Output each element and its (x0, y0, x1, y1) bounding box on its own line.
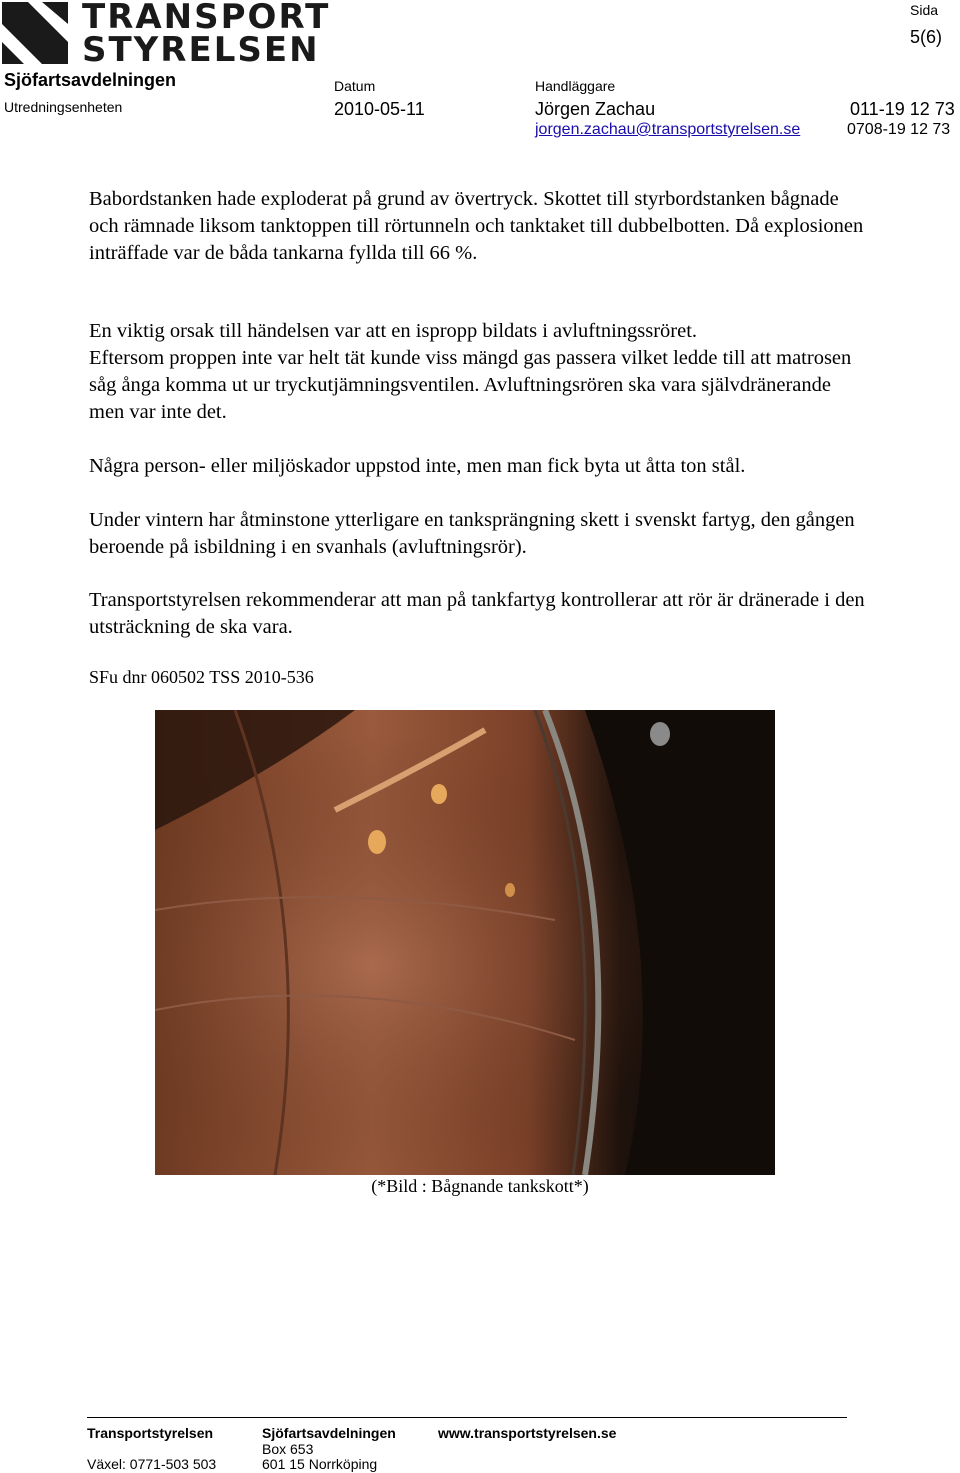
logo-text-line1: TRANSPORT (82, 0, 331, 37)
transportstyrelsen-logo-icon (2, 2, 68, 64)
footer-box: Box 653 (262, 1441, 314, 1457)
footer-dept: Sjöfartsavdelningen (262, 1425, 396, 1441)
paragraph-damage (89, 453, 869, 480)
department: Sjöfartsavdelningen (4, 70, 177, 90)
footer-switchboard: Växel: 0771-503 503 (87, 1456, 217, 1472)
date-value: 2010-05-11 (334, 99, 425, 119)
paragraph-cause (89, 318, 869, 426)
paragraph-text: En viktig orsak till händelsen var att en ispropp bildats i avluftningssröret. (89, 320, 698, 342)
paragraph-recommendation (89, 587, 869, 641)
footer-divider (87, 1417, 847, 1418)
paragraph-winter (89, 507, 869, 561)
page-label: Sida (910, 2, 939, 18)
paragraph-text: Några person- eller miljöskador uppstod inte, men man fick byta ut åtta ton stål. (89, 455, 746, 477)
reference-number: SFu dnr 060502 TSS 2010-536 (89, 667, 314, 687)
tank-bulkhead-photo (155, 710, 775, 1175)
logo-text-line2: STYRELSEN (82, 30, 320, 70)
phone-1: 011-19 12 73 (850, 99, 955, 119)
footer-web-link[interactable]: www.transportstyrelsen.se (438, 1425, 617, 1441)
paragraph-text: Babordstanken hade exploderat på grund av övertryck. Skottet till styrbordstanken bågnade och rämnade liksom tanktoppen till rörtunneln och tanktaket till dubbelbotten. Då explosionen inträffade var de båda tankarna fyllda till 66 %. (89, 188, 864, 264)
paragraph-explosion (89, 186, 869, 267)
handler-label: Handläggare (535, 78, 616, 94)
paragraph-text: Eftersom proppen inte var helt tät kunde viss mängd gas passera vilket ledde till att matrosen såg ånga komma ut ur tryckutjämningsventilen. Avluftningsrören ska vara självdränerande men var inte det. (89, 347, 852, 423)
unit: Utredningsenheten (4, 99, 123, 115)
phone-2: 0708-19 12 73 (847, 121, 951, 138)
photo-caption: (*Bild : Bågnande tankskott*) (371, 1176, 589, 1196)
paragraph-text: Under vintern har åtminstone ytterligare en tanksprängning skett i svenskt fartyg, den gången beroende på isbildning i en svanhals (avluftningsrör). (89, 509, 855, 558)
paragraph-text: Transportstyrelsen rekommenderar att man på tankfartyg kontrollerar att rör är dränerade i den utsträckning de ska vara. (89, 589, 865, 638)
date-label: Datum (334, 78, 376, 94)
page-number: 5(6) (910, 27, 943, 47)
handler-name: Jörgen Zachau (535, 99, 656, 119)
handler-email-link[interactable]: jorgen.zachau@transportstyrelsen.se (535, 121, 801, 138)
footer-org: Transportstyrelsen (87, 1425, 214, 1441)
footer-postal: 601 15 Norrköping (262, 1456, 378, 1472)
